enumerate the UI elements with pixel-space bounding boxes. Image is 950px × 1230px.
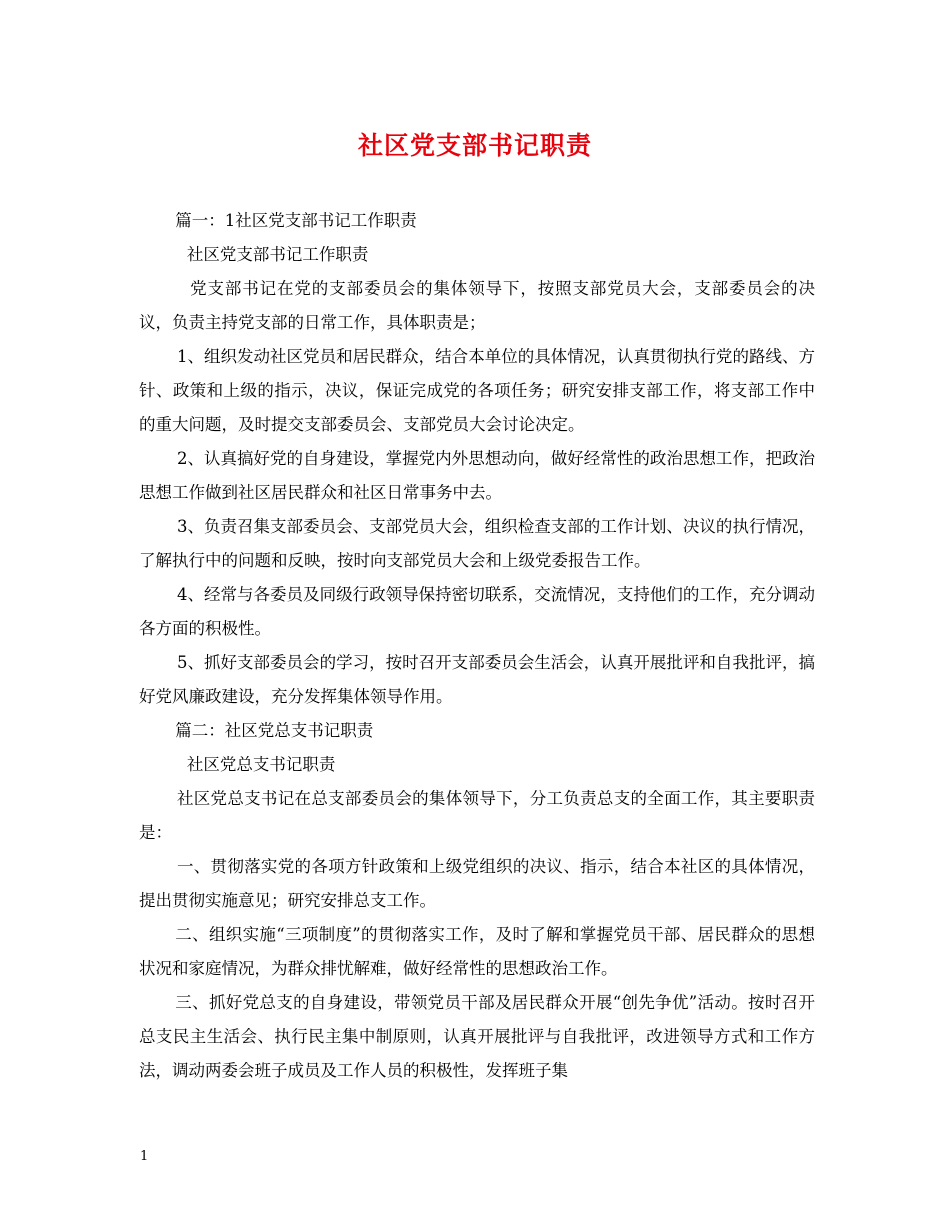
section-subtitle-2: 社区党总支书记职责 <box>186 755 336 774</box>
paragraph-duty-5: 5、抓好支部委员会的学习，按时召开支部委员会生活会，认真开展批评和自我批评，搞好党风廉政建设，充分发挥集体领导作用。 <box>139 653 815 706</box>
paragraph-duty-1: 1、组织发动社区党员和居民群众，结合本单位的具体情况，认真贯彻执行党的路线、方针、政策和上级的指示，决议，保证完成党的各项任务；研究安排支部工作，将支部工作中的重大问题，及时提交支部委员会、支部党员大会讨论决定。 <box>139 347 815 434</box>
page-number: 1 <box>140 1149 149 1164</box>
document-body <box>139 204 815 1088</box>
section-subtitle-1: 社区党支部书记工作职责 <box>186 245 369 264</box>
paragraph-intro-1: 党支部书记在党的支部委员会的集体领导下，按照支部党员大会，支部委员会的决议，负责主持党支部的日常工作，具体职责是； <box>139 279 815 332</box>
paragraph-duty-4: 4、经常与各委员及同级行政领导保持密切联系，交流情况，支持他们的工作，充分调动各方面的积极性。 <box>139 585 815 638</box>
paragraph-duty-two: 二、组织实施“三项制度”的贯彻落实工作，及时了解和掌握党员干部、居民群众的思想状况和家庭情况，为群众排忧解难，做好经常性的思想政治工作。 <box>139 925 815 978</box>
paragraph-duty-2: 2、认真搞好党的自身建设，掌握党内外思想动向，做好经常性的政治思想工作，把政治思想工作做到社区居民群众和社区日常事务中去。 <box>139 449 815 502</box>
paragraph-duty-three: 三、抓好党总支的自身建设，带领党员干部及居民群众开展“创先争优”活动。按时召开总支民主生活会、执行民主集中制原则，认真开展批评与自我批评，改进领导方式和工作方法，调动两委会班子成员及工作人员的积极性，发挥班子集 <box>139 993 815 1080</box>
paragraph-intro-2: 社区党总支书记在总支部委员会的集体领导下，分工负责总支的全面工作，其主要职责是： <box>139 789 815 842</box>
section-heading-1: 篇一：1社区党支部书记工作职责 <box>175 211 417 230</box>
document-title: 社区党支部书记职责 <box>357 131 592 160</box>
section-heading-2: 篇二：社区党总支书记职责 <box>175 721 374 740</box>
paragraph-duty-3: 3、负责召集支部委员会、支部党员大会，组织检查支部的工作计划、决议的执行情况，了解执行中的问题和反映，按时向支部党员大会和上级党委报告工作。 <box>139 517 815 570</box>
paragraph-duty-one: 一、贯彻落实党的各项方针政策和上级党组织的决议、指示，结合本社区的具体情况，提出贯彻实施意见；研究安排总支工作。 <box>139 857 815 910</box>
